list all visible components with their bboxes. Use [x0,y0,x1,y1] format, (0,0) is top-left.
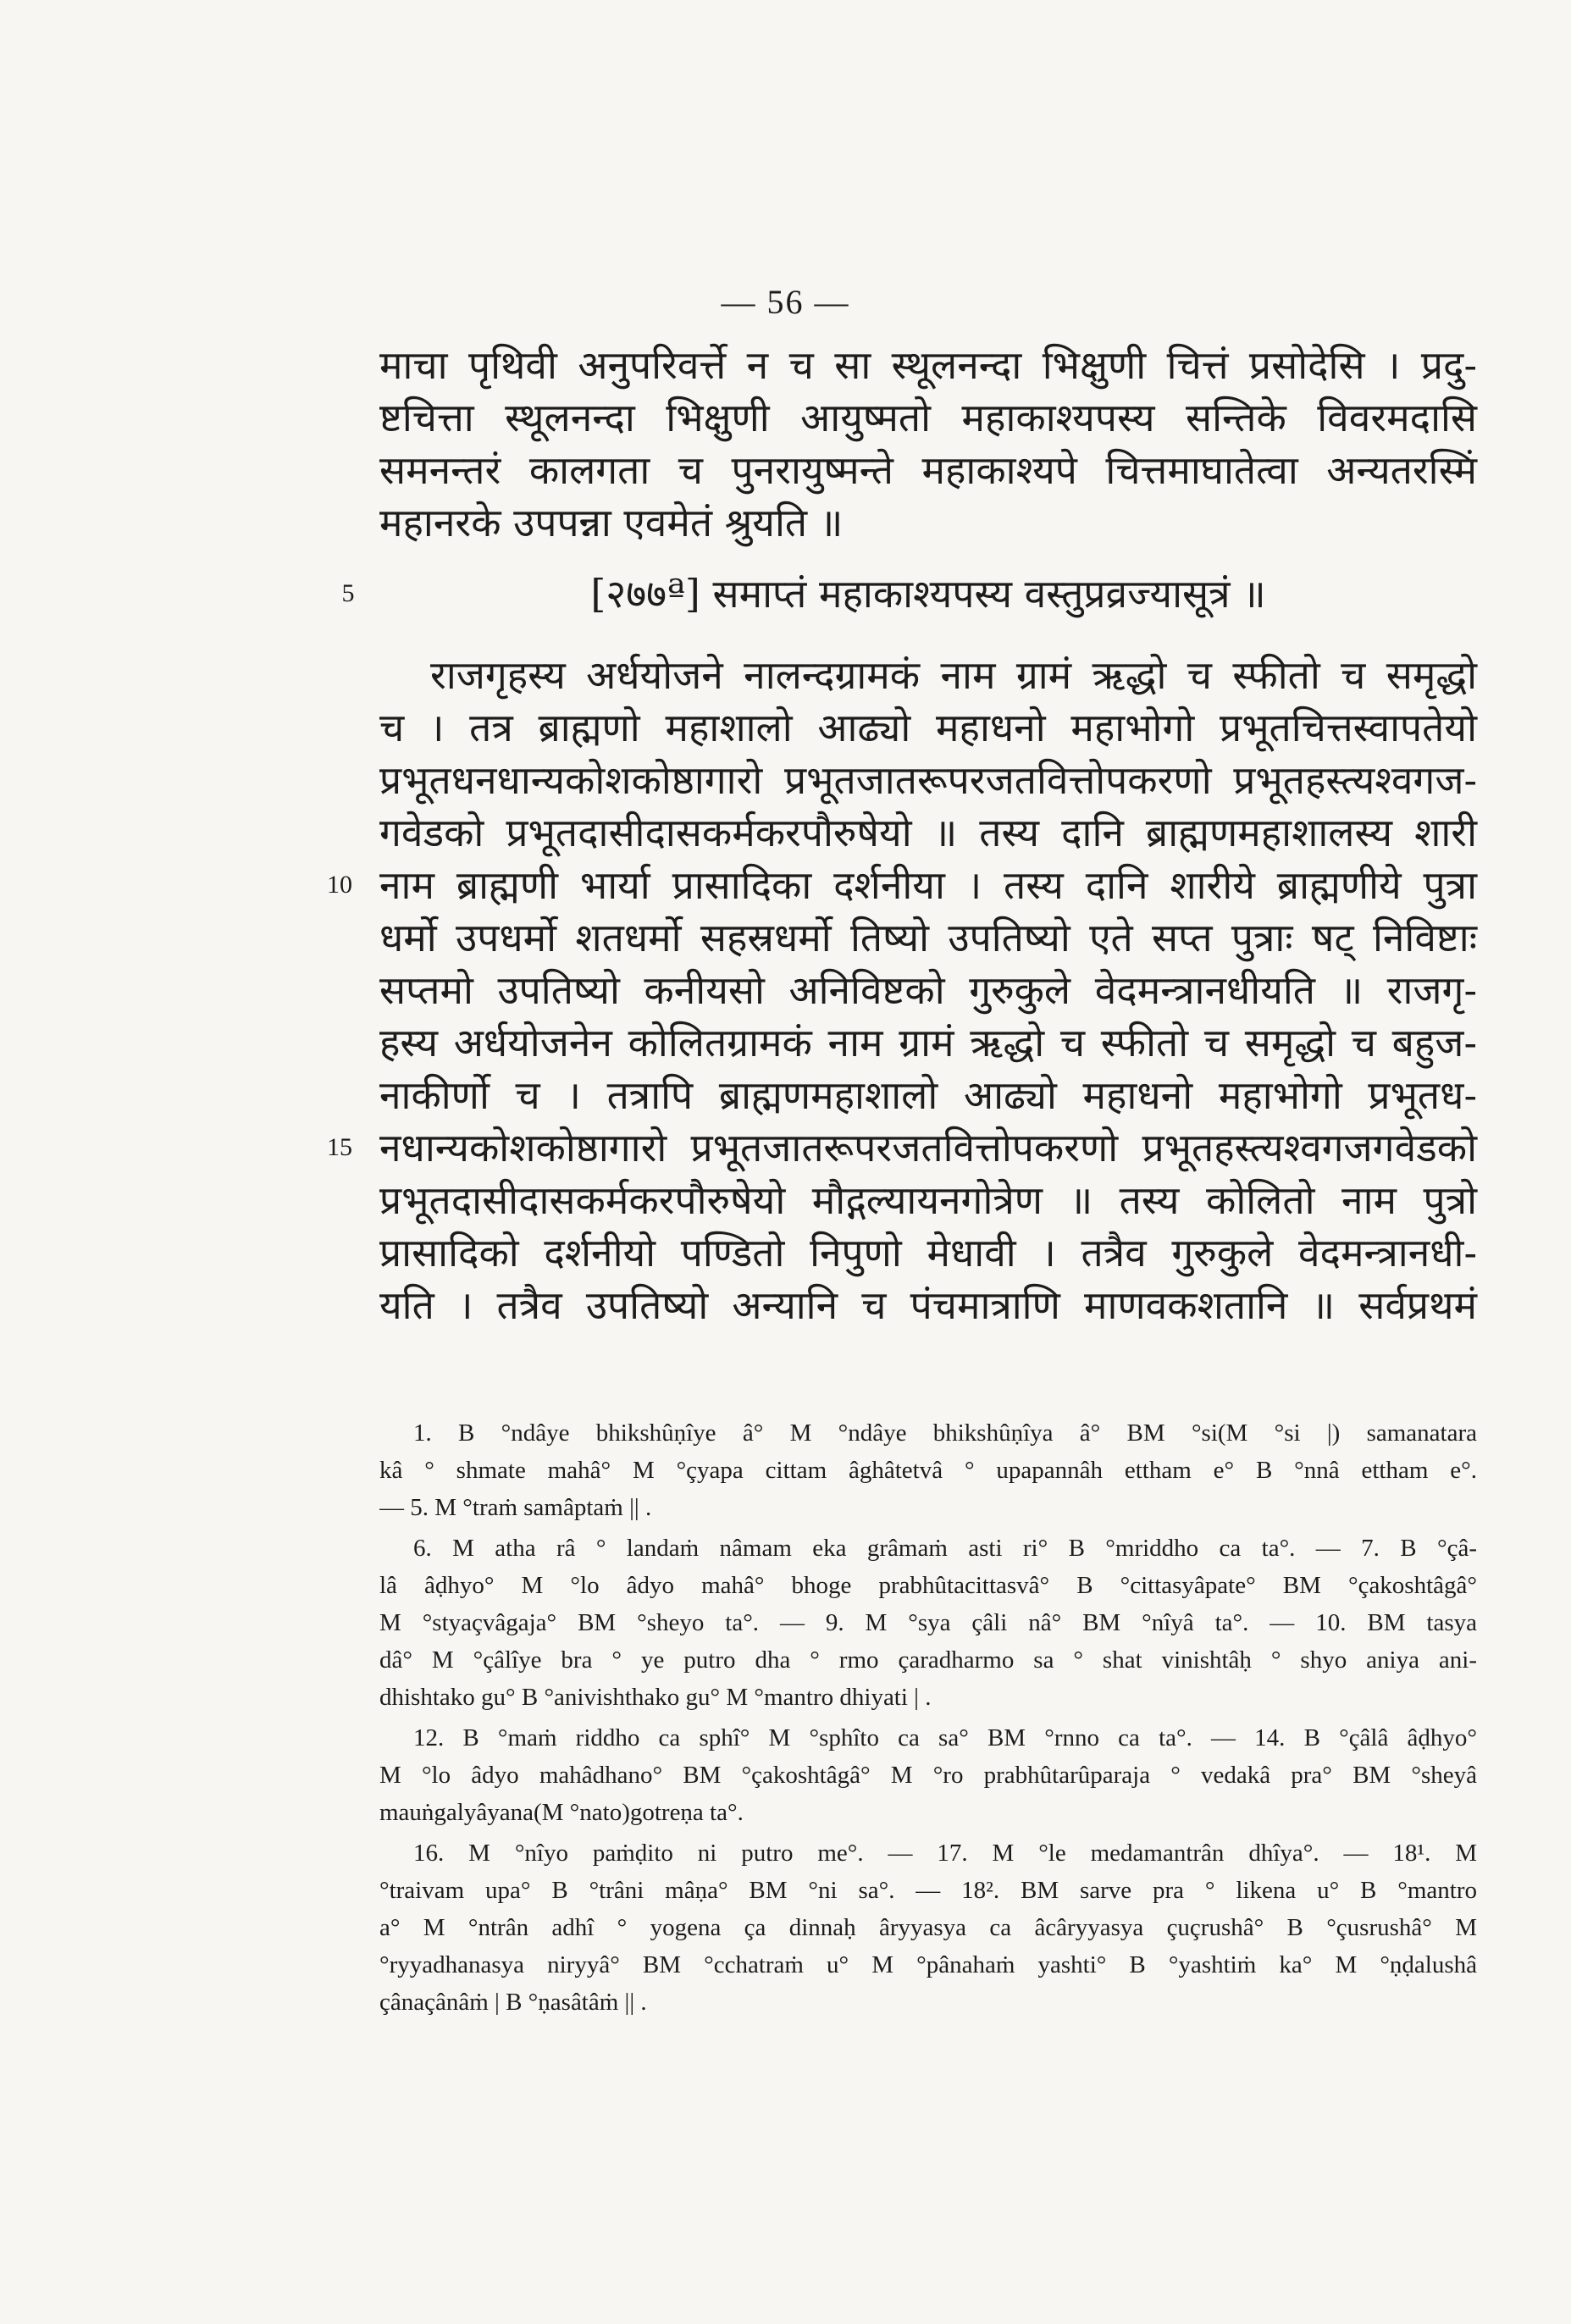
section-heading: 5 [२७७ª] समाप्तं महाकाश्यपस्य वस्तुप्रव्रज्यासूत्रं ॥ [379,567,1477,620]
text-line: प्रभूतदासीदासकर्मकरपौरुषेयो मौद्गल्यायनगोत्रेण ॥ तस्य कोलितो नाम पुत्रो [379,1177,1477,1223]
footnote: 12. B °maṁ riddho ca sphî° M °sphîto ca sa° BM °rnno ca ta°. — 14. B °çâlâ âḍhyo° M °lo âdyo mahâdhano° BM °çakoshtâgâ° M °ro prabhûtarûparaja ° vedakâ pra° BM °sheyâ mauṅgalyâyana(M °nato)gotreṇa ta°. [379,1724,1477,1826]
text-line: च । तत्र ब्राह्मणो महाशालो आढ्यो महाधनो महाभोगो प्रभूतचित्तस्वापतेयो [379,705,1477,750]
text-line: नाकीर्णो च । तत्रापि ब्राह्मणमहाशालो आढ्यो महाधनो महाभोगो प्रभूतध- [379,1072,1477,1118]
text-line: 10 नाम ब्राह्मणी भार्या प्रासादिका दर्शनीया । तस्य दानि शारीये ब्राह्मणीये पुत्रा [379,859,1477,911]
main-text [327,339,1477,1331]
text-line: राजगृहस्य अर्धयोजने नालन्दग्रामकं नाम ग्रामं ऋद्धो च स्फीतो च समृद्धो [430,652,1477,698]
line-number: 15 [327,1133,352,1161]
footnote: 16. M °nîyo paṁḍito ni putro me°. — 17. M °le medamantrân dhîya°. — 18¹. M °traivam upa° B °trâni mâṇa° BM °ni sa°. — 18². BM sarve pra ° likena u° B °mantro a° M °ntrân adhî ° yogena ça dinnaḥ âryyasya ca âcâryyasya çuçrushâ° B °çusrushâ° M °ryyadhanasya niryyâ° BM °cchatraṁ u° M °pânahaṁ yashti° B °yashtiṁ ka° M °ṇḍalushâ çânaçânâṁ | B °ṇasâtâṁ || . [379,1840,1477,2016]
text-line: धर्मो उपधर्मो शतधर्मो सहस्रधर्मो तिष्यो उपतिष्यो एते सप्त पुत्राः षट् निविष्टाः [379,915,1477,960]
text-line: ष्टचित्ता स्थूलनन्दा भिक्षुणी आयुष्मतो महाकाश्यपस्य सन्तिके विवरमदासि [379,395,1477,440]
text-line: प्रासादिको दर्शनीयो पण्डितो निपुणो मेधावी । तत्रैव गुरुकुले वेदमन्त्रानधी- [379,1230,1477,1275]
footnotes [379,1414,1477,2024]
page-number: — 56 — [721,283,850,321]
text-line: 15 नधान्यकोशकोष्ठागारो प्रभूतजातरूपरजतवित्तोपकरणो प्रभूतहस्त्यश्वगजगवेडको [379,1121,1477,1174]
line-number: 10 [327,871,352,899]
footnote: 6. M atha râ ° landaṁ nâmam eka grâmaṁ asti ri° B °mriddho ca ta°. — 7. B °çâ- lâ âḍhyo° M °lo âdyo mahâ° bhoge prabhûtacittasvâ° B °cittasyâpate° BM °çakoshtâgâ° M °styaçvâgaja° BM °sheyo ta°. — 9. M °sya çâli nâ° BM °nîyâ ta°. — 10. BM tasya dâ° M °çâlîye bra ° ye putro dha ° rmo çaradharmo sa ° shat vinishtâḥ ° shyo aniya ani- dhishtako gu° B °anivishthako gu° M °mantro dhiyati | . [379,1535,1477,1711]
text-line: प्रभूतधनधान्यकोशकोष्ठागारो प्रभूतजातरूपरजतवित्तोपकरणो प्रभूतहस्त्यश्वगज- [379,757,1477,803]
text-line: माचा पृथिवी अनुपरिवर्त्ते न च सा स्थूलनन्दा भिक्षुणी चित्तं प्रसोदेसि । प्रदु- [379,342,1477,388]
text-line: गवेडको प्रभूतदासीदासकर्मकरपौरुषेयो ॥ तस्य दानि ब्राह्मणमहाशालस्य शारी [379,810,1477,855]
footnote: 1. B °ndâye bhikshûṇîye â° M °ndâye bhikshûṇîya â° BM °si(M °si |) samanatara kâ ° shmate mahâ° M °çyapa cittam âghâtetvâ ° upapannâh ettham e° B °nnâ ettham e°. — 5. M °traṁ samâptaṁ || . [379,1419,1477,1521]
text-line: समनन्तरं कालगता च पुनरायुष्मन्ते महाकाश्यपे चित्तमाघातेत्वा अन्यतरस्मिं [379,447,1477,493]
text-line: महानरके उपपन्ना एवमेतं श्रुयति ॥ [379,500,844,545]
text-line: सप्तमो उपतिष्यो कनीयसो अनिविष्टको गुरुकुले वेदमन्त्रानधीयति ॥ राजगृ- [379,967,1477,1013]
text-line: हस्य अर्धयोजनेन कोलितग्रामकं नाम ग्रामं ऋद्धो च स्फीतो च समृद्धो च बहुज- [379,1020,1477,1065]
line-number: 5 [341,579,355,607]
text-line: यति । तत्रैव उपतिष्यो अन्यानि च पंचमात्राणि माणवकशतानि ॥ सर्वप्रथमं [379,1282,1477,1328]
